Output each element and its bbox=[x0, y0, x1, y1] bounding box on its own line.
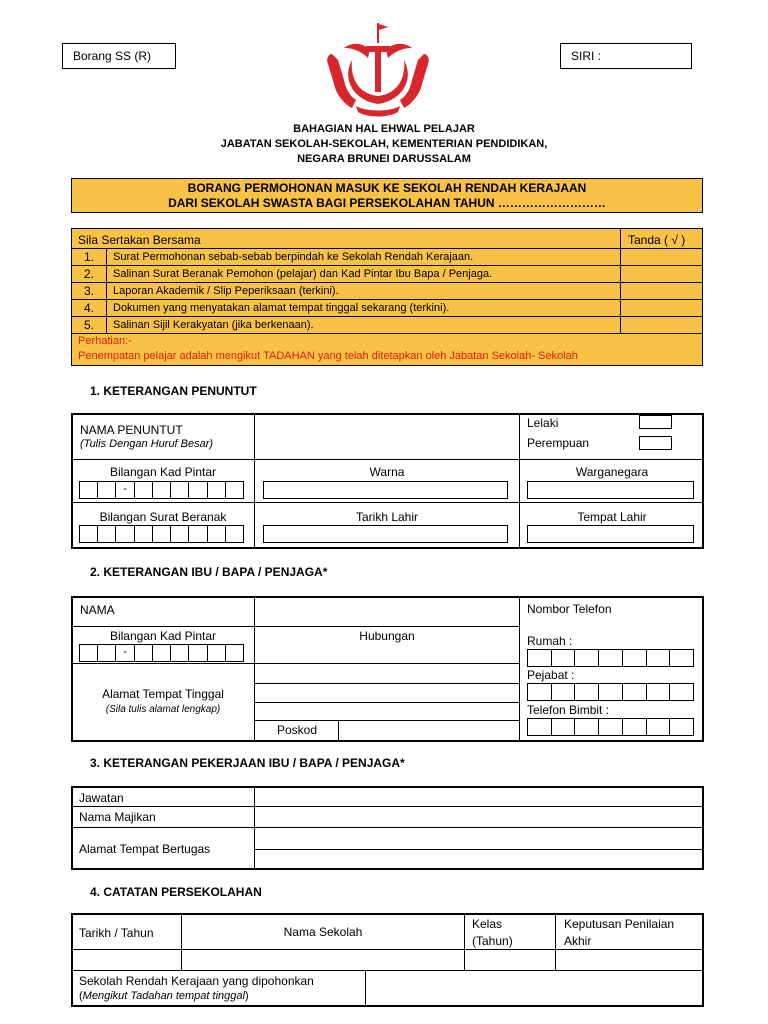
agency-line-1: BAHAGIAN HAL EHWAL PELAJAR bbox=[293, 123, 475, 135]
checklist-heading: Sila Sertakan Bersama bbox=[78, 233, 201, 247]
dob-label: Tarikh Lahir bbox=[355, 510, 419, 524]
applied-school-input[interactable] bbox=[366, 971, 703, 1006]
office-phone-input[interactable] bbox=[527, 683, 694, 701]
item-1-text: Surat Permohonan sebab-sebab berpindah ke Sekolah Rendah Kerajaan. bbox=[113, 251, 474, 263]
form-code-box bbox=[62, 43, 176, 69]
serial-label: SIRI : bbox=[571, 49, 602, 63]
item-4-checkbox[interactable] bbox=[621, 300, 702, 316]
class-input[interactable] bbox=[465, 950, 555, 969]
item-5-num: 5. bbox=[84, 318, 95, 332]
result-header-line-2: Akhir bbox=[564, 934, 592, 948]
pob-input[interactable] bbox=[527, 525, 694, 543]
section-4-heading: 4. CATATAN PERSEKOLAHAN bbox=[90, 885, 262, 899]
item-2-checkbox[interactable] bbox=[621, 266, 702, 282]
item-5-text: Salinan Sijil Kerakyatan (jika berkenaan). bbox=[113, 319, 314, 331]
item-2-text: Salinan Surat Beranak Pemohon (pelajar) dan Kad Pintar Ibu Bapa / Penjaga. bbox=[113, 268, 493, 280]
home-phone-label: Rumah : bbox=[527, 634, 573, 648]
job-label: Jawatan bbox=[79, 791, 124, 805]
notice-text: Penempatan pelajar adalah mengikut TADAHAN yang telah ditetapkan oleh Jabatan Sekolah- Sekolah bbox=[78, 350, 578, 362]
student-smartcard-label: Bilangan Kad Pintar bbox=[109, 465, 217, 479]
class-header-line-2: (Tahun) bbox=[472, 934, 513, 948]
item-1-checkbox[interactable] bbox=[621, 249, 702, 265]
address-hint: (Sila tulis alamat lengkap) bbox=[105, 704, 221, 715]
female-label: Perempuan bbox=[527, 436, 590, 450]
home-phone-input[interactable] bbox=[527, 649, 694, 667]
form-title-line-2: DARI SEKOLAH SWASTA BAGI PERSEKOLAHAN TAHUN ……………………… bbox=[168, 196, 606, 210]
agency-line-3: NEGARA BRUNEI DARUSSALAM bbox=[297, 153, 471, 165]
mobile-phone-input[interactable] bbox=[527, 718, 694, 736]
guardian-smartcard-input[interactable]: - bbox=[79, 644, 244, 662]
applied-school-hint: (Mengikut Tadahan tempat tinggal) bbox=[79, 990, 249, 1002]
form-code: Borang SS (R) bbox=[73, 49, 152, 63]
item-1-num: 1. bbox=[84, 250, 95, 264]
student-name-hint: (Tulis Dengan Huruf Besar) bbox=[80, 438, 214, 450]
section-3-heading: 3. KETERANGAN PEKERJAAN IBU / BAPA / PENJAGA* bbox=[90, 756, 405, 770]
birthcert-input[interactable] bbox=[79, 525, 244, 543]
mark-heading: Tanda ( √ ) bbox=[628, 233, 686, 247]
student-smartcard-input[interactable]: - bbox=[79, 481, 244, 499]
section-1-heading: 1. KETERANGAN PENUNTUT bbox=[90, 384, 257, 398]
postcode-label: Poskod bbox=[277, 723, 318, 737]
item-4-text: Dokumen yang menyatakan alamat tempat tinggal sekarang (terkini). bbox=[113, 302, 450, 314]
result-header-line-1: Keputusan Penilaian bbox=[564, 917, 675, 931]
agency-line-2: JABATAN SEKOLAH-SEKOLAH, KEMENTERIAN PENDIDIKAN, bbox=[220, 138, 548, 150]
student-name-input[interactable] bbox=[256, 415, 518, 458]
address-input[interactable] bbox=[256, 665, 518, 719]
guardian-name-label: NAMA bbox=[80, 603, 115, 617]
office-phone-label: Pejabat : bbox=[527, 668, 575, 682]
work-address-input[interactable] bbox=[256, 829, 702, 868]
item-4-num: 4. bbox=[84, 301, 95, 315]
item-3-checkbox[interactable] bbox=[621, 283, 702, 299]
phone-label: Nombor Telefon bbox=[527, 602, 612, 616]
class-header-line-1: Kelas bbox=[472, 917, 503, 931]
female-checkbox[interactable] bbox=[639, 436, 672, 450]
student-name-label: NAMA PENUNTUT bbox=[80, 423, 183, 437]
serial-number-field[interactable] bbox=[560, 43, 692, 69]
employer-input[interactable] bbox=[256, 808, 702, 826]
guardian-smartcard-label: Bilangan Kad Pintar bbox=[109, 629, 217, 643]
form-title-box bbox=[71, 178, 703, 213]
school-name-header: Nama Sekolah bbox=[283, 925, 363, 939]
male-checkbox[interactable] bbox=[639, 415, 672, 429]
school-name-input[interactable] bbox=[182, 950, 464, 969]
relation-label: Hubungan bbox=[359, 629, 415, 643]
color-label: Warna bbox=[369, 465, 405, 479]
item-3-text: Laporan Akademik / Slip Peperiksaan (terkini). bbox=[113, 285, 339, 297]
brunei-crest-logo bbox=[322, 20, 434, 120]
applied-school-label: Sekolah Rendah Kerajaan yang dipohonkan bbox=[79, 974, 314, 988]
postcode-input[interactable] bbox=[340, 721, 518, 740]
birthcert-label: Bilangan Surat Beranak bbox=[99, 510, 227, 524]
employer-label: Nama Majikan bbox=[79, 810, 156, 824]
section-2-heading: 2. KETERANGAN IBU / BAPA / PENJAGA* bbox=[90, 565, 328, 579]
notice-label: Perhatian:- bbox=[78, 335, 132, 347]
mobile-phone-label: Telefon Bimbit : bbox=[527, 703, 610, 717]
date-year-header: Tarikh / Tahun bbox=[79, 926, 154, 940]
result-input[interactable] bbox=[556, 950, 703, 969]
citizenship-input[interactable] bbox=[527, 481, 694, 499]
pob-label: Tempat Lahir bbox=[577, 510, 647, 524]
job-input[interactable] bbox=[256, 788, 702, 805]
item-5-checkbox[interactable] bbox=[621, 317, 702, 333]
male-label: Lelaki bbox=[527, 416, 559, 430]
dob-input[interactable] bbox=[263, 525, 508, 543]
work-address-label: Alamat Tempat Bertugas bbox=[79, 842, 211, 856]
item-3-num: 3. bbox=[84, 284, 95, 298]
relation-input[interactable] bbox=[256, 645, 518, 662]
item-2-num: 2. bbox=[84, 267, 95, 281]
color-input[interactable] bbox=[263, 481, 508, 499]
date-year-input[interactable] bbox=[72, 950, 181, 969]
citizenship-label: Warganegara bbox=[575, 465, 649, 479]
form-title-line-1: BORANG PERMOHONAN MASUK KE SEKOLAH RENDAH KERAJAAN bbox=[187, 181, 587, 195]
guardian-name-input[interactable] bbox=[256, 598, 518, 625]
address-label: Alamat Tempat Tinggal bbox=[102, 687, 224, 701]
